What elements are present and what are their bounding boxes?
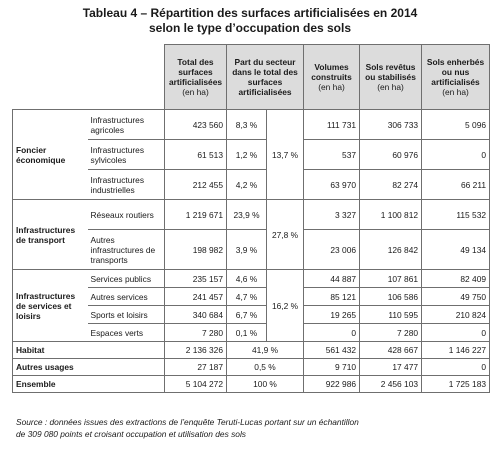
source-line-1: Source : données issues des extractions de l’enquête Teruti-Lucas portant sur un échantillon (16, 417, 359, 427)
cell-enherbes: 0 (422, 359, 490, 376)
cell-pct: 0,1 % (227, 324, 267, 342)
cell-total: 340 684 (165, 306, 227, 324)
cell-volumes: 9 710 (304, 359, 360, 376)
cell-enherbes: 5 096 (422, 110, 490, 140)
cell-pct: 23,9 % (227, 200, 267, 230)
cell-volumes: 0 (304, 324, 360, 342)
table-row (13, 342, 490, 359)
cell-volumes: 111 731 (304, 110, 360, 140)
row-label: Autres services (88, 288, 165, 306)
cell-total: 235 157 (165, 270, 227, 288)
cell-pct: 4,2 % (227, 170, 267, 200)
cell-total: 198 982 (165, 230, 227, 270)
header-part: Part du secteur dans le total des surfaces artificialisées (227, 45, 304, 110)
cell-pct: 1,2 % (227, 140, 267, 170)
title-line-2: selon le type d’occupation des sols (148, 21, 352, 35)
header-enherbes: Sols enherbés ou nus artificialisés (en ha) (422, 45, 490, 110)
cell-pct: 8,3 % (227, 110, 267, 140)
cell-enherbes: 66 211 (422, 170, 490, 200)
cell-revetus: 306 733 (360, 110, 422, 140)
row-label: Réseaux routiers (88, 200, 165, 230)
row-label: Infrastructures sylvicoles (88, 140, 165, 170)
cell-total: 7 280 (165, 324, 227, 342)
cell-revetus: 126 842 (360, 230, 422, 270)
cell-revetus: 428 667 (360, 342, 422, 359)
cell-total: 61 513 (165, 140, 227, 170)
cell-enherbes: 82 409 (422, 270, 490, 288)
cell-volumes: 85 121 (304, 288, 360, 306)
row-label: Sports et loisirs (88, 306, 165, 324)
cell-volumes: 3 327 (304, 200, 360, 230)
header-revetus: Sols revêtus ou stabilisés (en ha) (360, 45, 422, 110)
source-line-2: de 309 080 points et croisant occupation et utilisation des sols (16, 429, 246, 439)
cell-enherbes: 210 824 (422, 306, 490, 324)
cell-pct: 6,7 % (227, 306, 267, 324)
cell-revetus: 7 280 (360, 324, 422, 342)
cell-pct: 3,9 % (227, 230, 267, 270)
cell-volumes: 561 432 (304, 342, 360, 359)
row-label: Infrastructures agricoles (88, 110, 165, 140)
cell-total: 2 136 326 (165, 342, 227, 359)
row-label: Autres usages (13, 359, 165, 376)
cell-enherbes: 1 725 183 (422, 376, 490, 393)
title-line-1: Tableau 4 – Répartition des surfaces artificialisées en 2014 (82, 6, 418, 20)
cell-total: 27 187 (165, 359, 227, 376)
table-row (13, 200, 490, 230)
cell-pct: 41,9 % (227, 342, 304, 359)
table-row (13, 376, 490, 393)
cell-pct: 100 % (227, 376, 304, 393)
group-pct: 27,8 % (267, 200, 304, 270)
cell-revetus: 106 586 (360, 288, 422, 306)
group-pct: 13,7 % (267, 110, 304, 200)
source-note (16, 416, 496, 440)
cell-revetus: 1 100 812 (360, 200, 422, 230)
cell-enherbes: 0 (422, 140, 490, 170)
cell-total: 5 104 272 (165, 376, 227, 393)
cell-revetus: 110 595 (360, 306, 422, 324)
row-label: Habitat (13, 342, 165, 359)
cell-enherbes: 49 750 (422, 288, 490, 306)
header-row (13, 45, 490, 110)
cell-revetus: 60 976 (360, 140, 422, 170)
cell-total: 423 560 (165, 110, 227, 140)
row-label: Ensemble (13, 376, 165, 393)
row-label: Infrastructures industrielles (88, 170, 165, 200)
table-row (13, 359, 490, 376)
table-row (13, 270, 490, 288)
cell-pct: 0,5 % (227, 359, 304, 376)
group-label: Infrastructures de services et loisirs (13, 270, 88, 342)
table-title (0, 6, 500, 36)
cell-enherbes: 1 146 227 (422, 342, 490, 359)
cell-revetus: 107 861 (360, 270, 422, 288)
cell-pct: 4,7 % (227, 288, 267, 306)
cell-pct: 4,6 % (227, 270, 267, 288)
cell-volumes: 537 (304, 140, 360, 170)
cell-total: 241 457 (165, 288, 227, 306)
row-label: Espaces verts (88, 324, 165, 342)
cell-total: 212 455 (165, 170, 227, 200)
table-row (13, 110, 490, 140)
cell-volumes: 922 986 (304, 376, 360, 393)
cell-enherbes: 115 532 (422, 200, 490, 230)
cell-revetus: 2 456 103 (360, 376, 422, 393)
cell-volumes: 19 265 (304, 306, 360, 324)
cell-volumes: 63 970 (304, 170, 360, 200)
cell-volumes: 44 887 (304, 270, 360, 288)
cell-revetus: 82 274 (360, 170, 422, 200)
group-label: Infrastructures de transport (13, 200, 88, 270)
group-pct: 16,2 % (267, 270, 304, 342)
row-label: Autres infrastructures de transports (88, 230, 165, 270)
cell-total: 1 219 671 (165, 200, 227, 230)
group-label: Foncier économique (13, 110, 88, 200)
cell-volumes: 23 006 (304, 230, 360, 270)
header-total: Total des surfaces artificialisées (en ha) (165, 45, 227, 110)
surfaces-table (12, 44, 490, 393)
cell-enherbes: 0 (422, 324, 490, 342)
row-label: Services publics (88, 270, 165, 288)
header-volumes: Volumes construits (en ha) (304, 45, 360, 110)
cell-enherbes: 49 134 (422, 230, 490, 270)
cell-revetus: 17 477 (360, 359, 422, 376)
